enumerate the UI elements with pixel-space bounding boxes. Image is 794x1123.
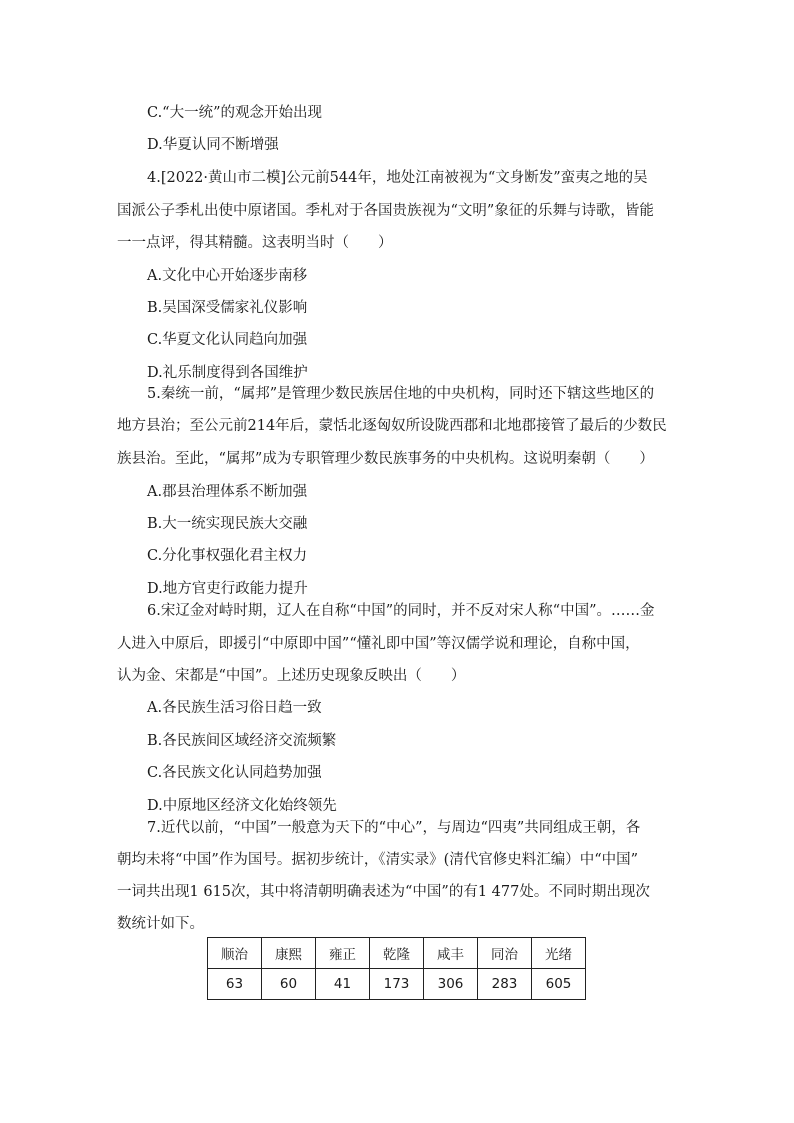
q7-stem-line-3: 一词共出现1 615次，其中将清朝明确表述为“中国”的有1 477处。不同时期出现次 [117,884,650,900]
table-header-cell: 同治 [478,938,532,969]
q6-stem-line-1: 6.宋辽金对峙时期，辽人在自称“中国”的同时，并不反对宋人称“中国”。……金 [147,603,655,619]
table-cell: 60 [262,969,316,1000]
q4-stem-line-3: 一一点评，得其精髓。这表明当时（ ） [117,235,393,251]
table-cell: 41 [316,969,370,1000]
q4-option-b: B.吴国深受儒家礼仪影响 [147,300,308,316]
q4-stem-line-1: 4.[2022·黄山市二模]公元前544年，地处江南被视为“文身断发”蛮夷之地的吴 [147,170,648,186]
table-row [208,969,586,1000]
q6-option-b: B.各民族间区域经济交流频繁 [147,733,337,749]
table-header-cell: 乾隆 [370,938,424,969]
q4-option-c: C.华夏文化认同趋向加强 [147,332,308,348]
q5-option-b: B.大一统实现民族大交融 [147,516,308,532]
q6-option-a: A.各民族生活习俗日趋一致 [147,700,322,716]
q5-stem-line-1: 5.秦统一前，“属邦”是管理少数民族居住地的中央机构，同时还下辖这些地区的 [147,386,655,402]
q6-option-d: D.中原地区经济文化始终领先 [147,798,337,814]
q5-option-a: A.郡县治理体系不断加强 [147,484,308,500]
table-header-row [208,938,586,969]
table-header-cell: 咸丰 [424,938,478,969]
q4-option-a: A.文化中心开始逐步南移 [147,268,308,284]
table-header-cell: 顺治 [208,938,262,969]
q6-option-c: C.各民族文化认同趋势加强 [147,765,322,781]
q6-stem-line-2: 人进入中原后，即援引“中原即中国”“懂礼即中国”等汉儒学说和理论，自称中国， [117,636,640,652]
q7-stem-line-4: 数统计如下。 [117,916,204,932]
table-cell: 283 [478,969,532,1000]
table-cell: 605 [532,969,586,1000]
q4-option-d: D.礼乐制度得到各国维护 [147,365,308,381]
table-cell: 63 [208,969,262,1000]
q6-stem-line-3: 认为金、宋都是“中国”。上述历史现象反映出（ ） [117,668,466,684]
table-header-cell: 雍正 [316,938,370,969]
table-cell: 306 [424,969,478,1000]
q7-stats-table [207,937,586,1000]
q3-option-c: C.“大一统”的观念开始出现 [147,105,323,121]
q5-stem-line-2: 地方县治；至公元前214年后，蒙恬北逐匈奴所设陇西郡和北地郡接管了最后的少数民 [117,418,667,434]
q3-option-d: D.华夏认同不断增强 [147,137,279,153]
q7-stem-line-1: 7.近代以前，“中国”一般意为天下的“中心”，与周边“四夷”共同组成王朝，各 [147,820,641,836]
q5-stem-line-3: 族县治。至此，“属邦”成为专职管理少数民族事务的中央机构。这说明秦朝（ ） [117,451,654,467]
q7-stem-line-2: 朝均未将“中国”作为国号。据初步统计，《清实录》(清代官修史料汇编）中“中国” [117,852,639,868]
q5-option-c: C.分化事权强化君主权力 [147,548,308,564]
table-cell: 173 [370,969,424,1000]
q5-option-d: D.地方官吏行政能力提升 [147,581,308,597]
table-header-cell: 光绪 [532,938,586,969]
q4-stem-line-2: 国派公子季札出使中原诸国。季札对于各国贵族视为“文明”象征的乐舞与诗歌，皆能 [117,203,654,219]
table-header-cell: 康熙 [262,938,316,969]
